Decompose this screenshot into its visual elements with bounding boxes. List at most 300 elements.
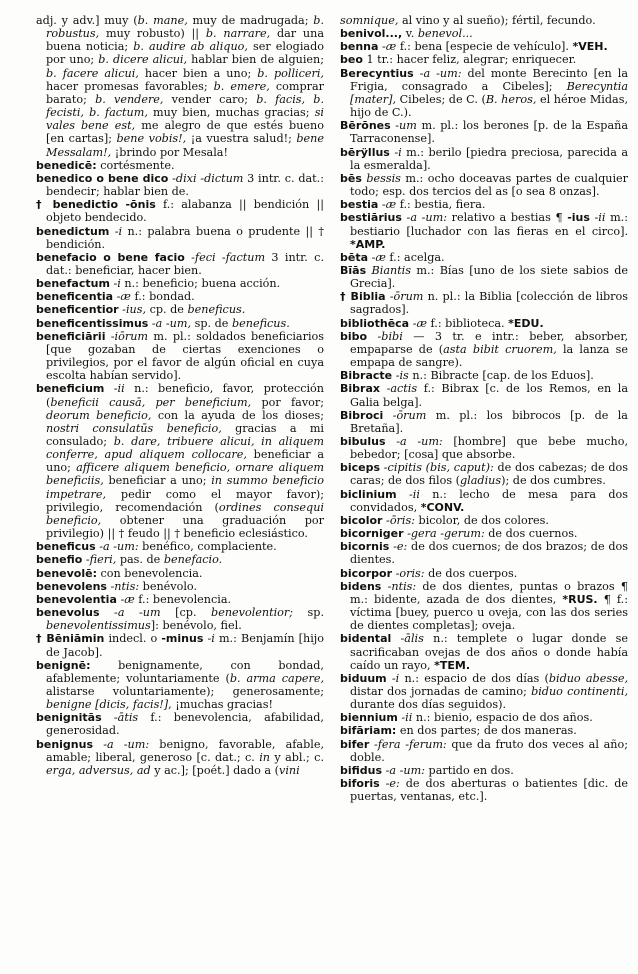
headword: benefacio o bene facio [36,250,185,264]
definition-text: y abl.; c. [270,750,324,764]
headword: benevolus [36,606,100,620]
headword: bicorniger [340,527,404,541]
definition-text [102,711,114,724]
italic-text: Biantis [371,263,412,277]
right-column [340,14,628,966]
definition-text: con benevolencia. [96,566,203,580]
italic-text: b. emere, [213,79,270,93]
definition-text [383,409,392,422]
headword: -minus [161,632,204,646]
headword: benna [340,40,379,54]
italic-text: b. facere alicui, [46,66,139,80]
italic-text: in [259,750,271,764]
definition-text: beneficiar a uno; [103,474,212,488]
italic-text: -ius, [122,303,147,317]
definition-text: ¡brindo por Mesala! [111,145,228,159]
dictionary-entry [340,527,628,540]
italic-text: -cipitis (bis, caput): [383,461,494,475]
definition-text: ¶ f.: víctima [buey, puerco u oveja, con las dos series de dientes completas]; oveja. [350,592,628,633]
italic-text: beneficus. [231,316,290,330]
definition-text [104,382,113,395]
dictionary-entry [340,382,628,408]
dictionary-entry [340,27,628,40]
headword: beneficentia [36,290,114,304]
definition-text: pas. de [116,553,164,567]
italic-text: benevol... [417,27,473,41]
definition-text: el héroe Midas, hijo de C.). [350,92,629,120]
dictionary-entry [36,580,324,593]
dictionary-entry [340,264,628,290]
dictionary-entry [36,567,324,580]
definition-text: f.: acelga. [385,250,445,264]
definition-text: hablar bien de alguien; [187,53,325,67]
headword: benignus [36,737,94,751]
italic-text: -e: [393,540,408,554]
italic-text: -ii [401,711,413,725]
dictionary-entry [36,659,324,712]
headword: biduum [340,671,387,685]
dictionary-entry [340,211,628,250]
italic-text: biduo abesse, [548,671,629,685]
headword: bēta [340,250,369,264]
italic-text: b. audire ab aliquo, [133,40,248,54]
italic-text: benevolentissimus [46,619,151,633]
left-column [36,14,324,966]
headword: bibo [340,329,368,343]
definition-text: gracias a mi consulado; [46,421,324,448]
italic-text: -bibi [377,329,403,343]
headword: *TEM. [434,658,471,672]
italic-text: -i [113,277,121,291]
definition-text: beneficiar a uno; [46,448,325,475]
dictionary-entry [340,290,628,316]
definition-text: partido en dos. [425,763,514,777]
headword: bidens [340,579,382,593]
italic-text: Berecyntia [mater], [350,79,628,106]
headword: beo [340,53,363,67]
dictionary-entry [36,553,324,566]
italic-text: -a -um: [419,66,462,80]
headword: bibulus [340,435,386,448]
italic-text: B. heros, [485,92,537,106]
italic-text: asta bibit cruorem, [443,342,557,356]
definition-text: y ac.]; [poét.] dado a ( [150,763,280,777]
definition-text: m. pl.: los bibrocos [p. de la Bretaña]. [350,408,628,435]
definition-text: [hombre] que bebe mucho, bebedor; [cosa] que absorbe. [350,435,629,462]
dictionary-entry [340,632,628,671]
definition-text: del monte Berecinto [en la Frigia, consagrado a Cibeles]; [350,66,628,93]
headword: *CONV. [420,500,465,514]
headword: † benedictio -ōnis [36,198,156,212]
italic-text: somnique, [340,14,399,27]
italic-text: beneficii causā, per beneficium, [50,395,252,409]
italic-text: afficere aliquem beneficio, ornare aliquem beneficiis, [46,461,324,488]
definition-text: de dos cuernos. [484,527,578,541]
italic-text: -actis [386,382,418,396]
italic-text: -i [391,671,400,685]
definition-text: ser elogiado por uno; [46,40,324,67]
definition-text: f.: bestia, fiera. [396,198,486,212]
definition-text: [cp. [160,606,212,620]
headword: Bibroci [340,408,384,422]
definition-text: indecl. o [104,632,162,646]
dictionary-entry [36,172,324,198]
italic-text: beneficus. [187,303,246,317]
definition-text [367,330,377,343]
dictionary-entry [340,672,628,711]
headword: -ius [567,211,590,225]
italic-text: deorum beneficio, [46,408,152,422]
definition-text: con la ayuda de los dioses; [151,408,324,422]
italic-text: -oris: [395,566,425,580]
definition-text: al vino y al sueño); fértil, fecundo. [398,14,596,27]
headword: benivol..., [340,27,403,41]
definition-text: benéfico, complaciente. [138,540,277,554]
definition-text: m.: ocho doceavas partes de cualquier todo; esp. dos tercios del as [o sea 8 onzas]. [350,171,628,199]
definition-text [386,435,397,448]
italic-text: bessis [366,171,401,185]
definition-text: n.: beneficio, favor, protección ( [46,382,324,409]
dictionary-entry [36,198,324,224]
italic-text: biduo continenti, [531,684,629,698]
definition-text: hacer bien a uno; [138,66,258,80]
definition-text: bicolor, de dos colores. [415,513,549,527]
definition-text: de dos dientes, puntas o brazos ¶ m.: bidente, azada de dos dientes, [350,579,628,606]
headword: Bibrax [340,382,380,396]
italic-text: -a -um: [99,540,139,554]
headword: Bērōnes [340,119,391,133]
definition-text: durante dos días seguidos). [350,698,507,712]
dictionary-entry [340,777,628,803]
definition-text: distar dos jornadas de camino; [350,684,532,698]
italic-text: b. polliceri, [257,66,324,80]
dictionary-entry [340,540,628,566]
definition-text: n.: templete o lugar donde se sacrificaban ovejas de dos años o donde había caído un rayo, [350,632,629,672]
definition-text: n.: palabra buena o prudente || † bendición. [46,224,324,251]
italic-text: -e: [385,777,400,791]
italic-text: -feci -factum [191,250,266,264]
dictionary-entry [36,14,324,159]
definition-text: muy bien, muchas gracias; [147,106,315,120]
headword: biforis [340,777,380,791]
headword: benevolentia [36,592,117,606]
italic-text: -iōrum [110,329,149,343]
italic-text: -gera -gerum: [407,527,485,541]
dictionary-entry [36,593,324,606]
dictionary-entry [340,198,628,211]
italic-text: benevolentior; [211,606,294,620]
definition-text: muy de madrugada; [187,14,314,27]
italic-text: -æ [381,40,397,54]
italic-text: b. dare, tribuere alicui, in aliquem conferre, apud aliquem collocare, [46,435,325,462]
italic-text: vini [279,763,300,777]
definition-text: n.: beneficio; buena acción. [120,277,281,291]
dictionary-entry [340,764,628,777]
definition-text [100,606,115,619]
italic-text: -ii [408,487,420,501]
italic-text: b. facis, b. fecisti, b. factum, [46,92,325,120]
headword: benignitās [36,711,102,725]
italic-text: -ōris: [386,513,415,527]
definition-text: m. pl.: los berones [p. de la España Tarraconense]. [350,119,628,146]
definition-text: sp. de [191,316,232,330]
italic-text: -ālis [400,632,424,646]
italic-text: in summo beneficio impetrare, [46,474,324,501]
italic-text: benigne [dicis, facis!] [46,698,169,712]
italic-text: b. narrare, [205,27,271,41]
definition-text: que da fruto dos veces al año; doble. [350,737,628,764]
headword: † Biblia [340,290,386,304]
dictionary-entry [36,540,324,553]
dictionary-entry [340,409,628,435]
definition-text: en dos partes; de dos maneras. [396,724,577,738]
definition-text: v. [402,27,418,41]
italic-text: bene vobis!, [116,132,187,146]
headword: *VEH. [572,40,608,54]
italic-text: -æ [116,290,131,304]
italic-text: erga, adversus, ad [46,763,151,777]
italic-text: -ii [113,382,125,396]
definition-text: n.: espacio de dos días ( [399,671,549,685]
definition-text: f.: alabanza || bendición || objeto bendecido. [46,198,324,225]
italic-text: -is [395,369,409,383]
definition-text: n.: lecho de mesa para dos convidados, [350,487,628,514]
definition-text: n.: bienio, espacio de dos años. [412,711,593,725]
definition-text: f.: biblioteca. [426,316,509,330]
dictionary-entry [340,369,628,382]
dictionary-entry [340,711,628,724]
headword: beneficus [36,540,96,554]
dictionary-entry [340,146,628,172]
headword: biennium [340,711,398,725]
definition-text: muy robusto) || [99,27,206,41]
definition-text: vender caro; [163,92,257,106]
headword: biceps [340,461,381,475]
italic-text: nostri consulatūs beneficio, [46,421,222,435]
italic-text: si vales bene est, [46,106,325,133]
italic-text: ordines consequi beneficio, [46,500,324,527]
italic-text: -æ [381,198,397,212]
definition-text: m.: Bías [uno de los siete sabios de Grecia]. [350,263,628,291]
headword: benignē: [36,658,91,672]
headword: bēs [340,171,362,185]
italic-text: -dixi -dictum [172,171,244,185]
headword: bicornis [340,540,390,554]
headword: bifer [340,737,370,751]
headword: benevolē: [36,566,97,580]
headword: beneficentissimus [36,316,149,330]
dictionary-entry [340,435,628,461]
headword: bestiārius [340,211,402,225]
headword: bicorpor [340,566,393,580]
dictionary-entry [36,290,324,303]
definition-text: f.: benevolencia. [134,592,232,606]
headword: bērÿllus [340,145,390,159]
definition-text [391,632,400,645]
definition-text: la lanza se empapa de sangre). [350,342,628,370]
italic-text: -um [395,119,417,133]
dictionary-entry [36,330,324,383]
headword: beneficiārii [36,329,106,343]
dictionary-entry [36,606,324,632]
headword: bibliothēca [340,316,410,330]
italic-text: b. robustus, [46,14,324,41]
dictionary-entry [340,251,628,264]
definition-text: n.: Bibracte [cap. de los Eduos]. [408,369,594,383]
definition-text: alistarse voluntariamente); generosamente; [46,684,324,698]
headword: *AMP. [350,237,386,251]
definition-text: benévolo. [139,579,198,593]
italic-text: b. mane, [137,14,188,27]
dictionary-entry [340,67,628,120]
italic-text: -æ [371,250,386,264]
definition-text: Cibeles; de C. ( [396,92,486,106]
definition-text: adj. y adv.] muy ( [36,14,138,27]
italic-text: benefacio. [163,553,223,567]
dictionary-entry [36,225,324,251]
dictionary-entry [36,251,324,277]
definition-text: m. pl.: soldados beneficiarios [que gozaban de ciertas exenciones o privilegios, por el favor de algún oficial en cuya escolta habían servido]. [46,329,324,383]
definition-text: de dos cabezas; de dos caras; de dos filos ( [350,461,629,488]
definition-text: pedir como el mayor favor); privilegio, recomendación ( [46,487,324,514]
italic-text: -fera -ferum: [374,737,447,751]
headword: benedico o bene dico [36,171,169,185]
dictionary-entry [340,514,628,527]
definition-text: 3 intr. c. dat.: bendecir; hablar bien de. [46,171,324,199]
italic-text: b. dicere alicui, [98,53,188,67]
definition-text: 3 intr. c. dat.: beneficiar, hacer bien. [46,250,325,277]
definition-text: ]: benévolo, fiel. [150,619,242,633]
dictionary-entry [340,172,628,198]
italic-text: b. arma capere, [229,671,324,685]
definition-text: , ¡muchas gracias! [168,698,273,712]
definition-text: obtener una graduación por privilegio) || † feudo || † beneficio eclesiástico. [46,513,324,541]
definition-text: hacer promesas favorables; [46,79,214,93]
italic-text: -a -um: [406,211,447,225]
italic-text: b. vendere, [95,92,164,106]
definition-text: f.: benevolencia, afabilidad, generosidad. [46,711,324,738]
headword: benevolens [36,579,107,593]
headword: biclinium [340,487,397,501]
italic-text: -a -um, [151,316,192,330]
italic-text: -æ [412,316,427,330]
italic-text: -i [114,224,123,238]
dictionary-entry [340,317,628,330]
headword: bifāriam: [340,724,397,738]
italic-text: gladius [460,474,502,488]
headword: beneficium [36,382,105,396]
headword: *EDU. [508,316,544,330]
italic-text: -fieri, [85,553,117,567]
dictionary-entry [36,303,324,316]
dictionary-entry [340,40,628,53]
definition-text: relativo a bestias ¶ [446,211,568,225]
italic-text: -a -um: [103,737,150,751]
definition-text: de dos cuernos; de dos brazos; de dos dientes. [350,540,629,567]
italic-text: -ōrum [389,290,424,304]
dictionary-entry [340,14,628,27]
dictionary-entry [36,738,324,777]
headword: beneficentior [36,303,119,317]
dictionary-entry [36,632,324,658]
headword: bicolor [340,513,383,527]
dictionary-entry [36,382,324,540]
definition-text: de dos cuerpos. [424,566,518,580]
dictionary-entry [36,317,324,330]
italic-text: -a -um: [385,763,425,777]
definition-text: dar una buena noticia; [46,27,324,54]
headword: † Bēniāmin [36,632,105,646]
definition-text: benigno, favorable, afable, amable; liberal, generoso [c. dat.; c. [46,737,325,764]
dictionary-entry [340,488,628,514]
definition-text: 1 tr.: hacer feliz, alegrar; enriquecer. [362,53,577,67]
dictionary-entry [340,567,628,580]
dictionary-entry [36,277,324,290]
headword: benedictum [36,224,110,238]
definition-text [397,488,409,501]
definition-text: de dos aberturas o batientes [dic. de puertas, ventanas, etc.]. [350,777,628,804]
definition-text: ); de dos cumbres. [501,474,606,488]
headword: bifidus [340,763,383,777]
headword: Bibracte [340,369,393,383]
italic-text: -ātis [113,711,139,725]
italic-text: -a -um: [396,435,443,448]
definition-text: — 3 tr. e intr.: beber, absorber, empaparse de ( [350,329,628,356]
dictionary-entry [340,724,628,737]
definition-text: f.: bena [especie de vehículo]. [396,40,573,54]
definition-text: n. pl.: la Biblia [colección de libros sagrados]. [350,290,629,317]
italic-text: -a -um [114,606,161,620]
dictionary-entry [340,738,628,764]
definition-text: cortésmente. [96,158,175,172]
dictionary-entry [340,461,628,487]
dictionary-entry [36,159,324,172]
headword: bidental [340,632,392,646]
definition-text: sp. [293,606,325,620]
definition-text: comprar barato; [46,79,324,106]
headword: Bīās [340,263,367,277]
definition-text [380,382,387,395]
italic-text: -æ [120,592,135,606]
definition-text: m.: berilo [piedra preciosa, parecida a la esmeralda]. [350,145,628,172]
definition-text: m.: Benjamín [hijo de Jacob]. [46,632,325,659]
definition-text: cp. de [146,303,188,317]
definition-text: por favor; [251,395,324,409]
headword: benefio [36,553,83,567]
dictionary-entry [340,53,628,66]
headword: Berecyntius [340,66,414,80]
italic-text: -ii [594,211,606,225]
definition-text: me alegro de que estés bueno [en cartas]; [46,119,324,146]
dictionary-entry [340,580,628,633]
definition-text: m.: bestiario [luchador con las fieras en el circo]. [350,211,629,238]
dictionary-entry [340,119,628,145]
italic-text: -i [207,632,215,646]
definition-text: f.: Bibrax [c. de los Remos, en la Galia belga]. [350,382,628,409]
definition-text: f.: bondad. [130,290,195,304]
italic-text: -ntis: [110,579,140,593]
italic-text: -ntis: [387,579,417,593]
definition-text: benignamente, con bondad, afablemente; voluntariamente ( [46,658,324,685]
italic-text: bene Messalam!, [46,132,324,159]
definition-text: ¡a vuestra salud!; [186,132,297,146]
headword: bestia [340,198,379,212]
definition-text [93,738,103,751]
dictionary-entry [36,711,324,737]
italic-text: -i [394,145,402,159]
headword: *RUS. [562,592,598,606]
dictionary-entry [340,330,628,369]
